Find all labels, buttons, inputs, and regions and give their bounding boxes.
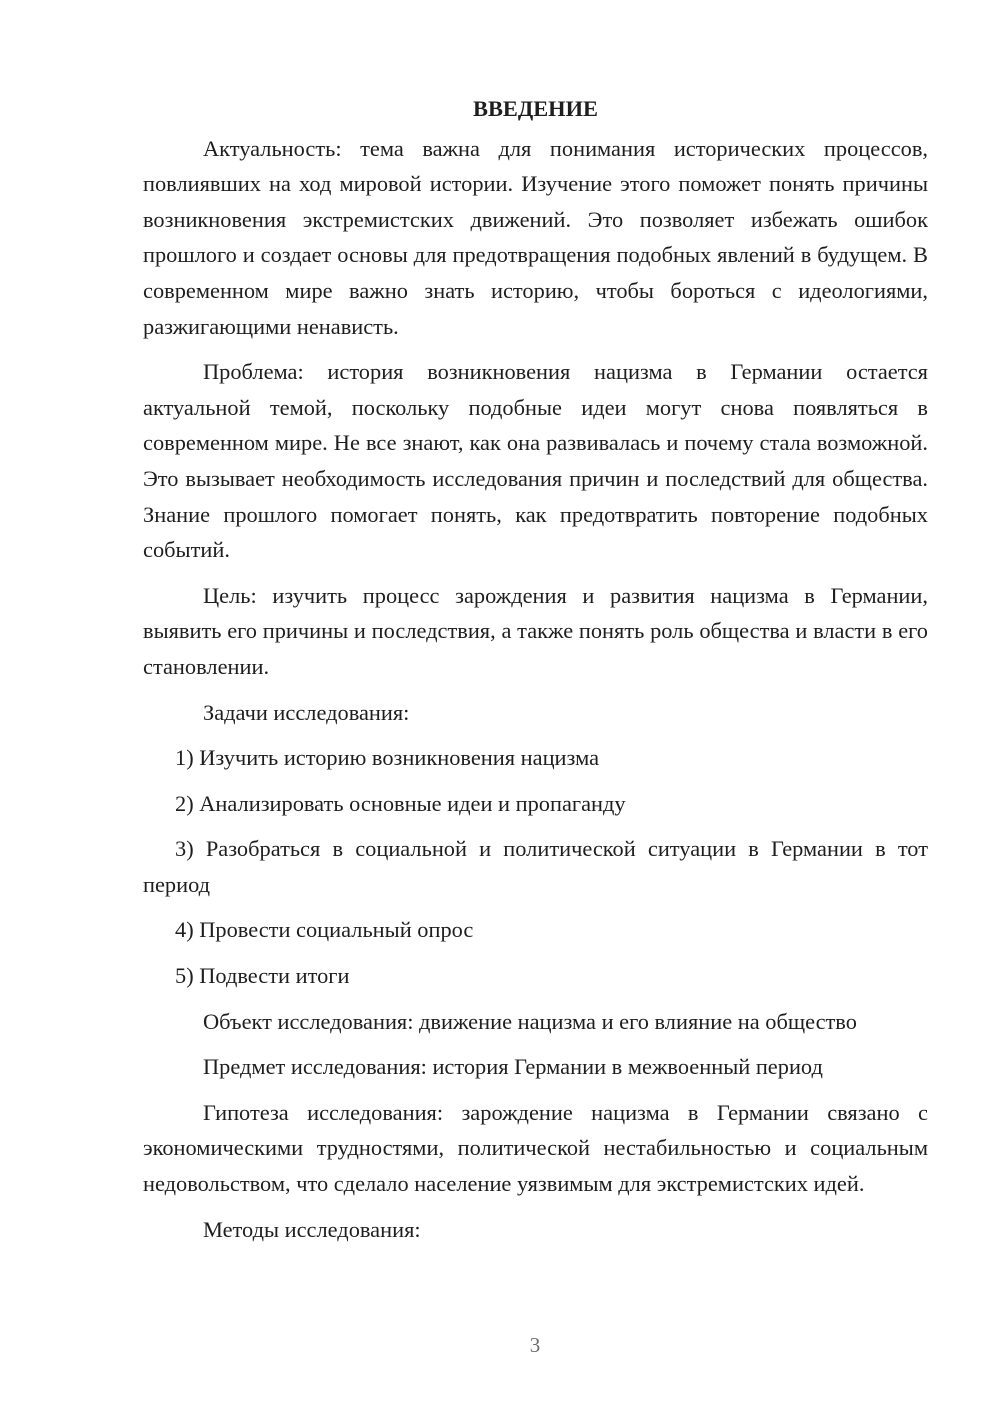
goal-paragraph: Цель: изучить процесс зарождения и развития нацизма в Германии, выявить его причины и последствия, а также понять роль общества и власти в его становлении. — [143, 582, 928, 679]
problem-paragraph: Проблема: история возникновения нацизма в Германии остается актуальной темой, поскольку подобные идеи могут снова появляться в современном мире. Не все знают, как она развивалась и почему стала возможной. Это вызывает необходимость исследования причин и последствий для общества. Знание прошлого помогает понять, как предотвратить повторение подобных событий. — [143, 359, 928, 563]
methods-heading: Методы исследования: — [203, 1216, 421, 1242]
page-content — [143, 91, 928, 1257]
task-item-3: 3) Разобраться в социальной и политической ситуации в Германии в тот период — [143, 836, 928, 897]
task-item-2: 2) Анализировать основные идеи и пропаганду — [175, 790, 626, 816]
relevance-paragraph: Актуальность: тема важна для понимания исторических процессов, повлиявших на ход мировой истории. Изучение этого поможет понять причины возникновения экстремистских движений. Это позволяет избежать ошибок прошлого и создает основы для предотвращения подобных явлений в будущем. В современном мире важно знать историю, чтобы бороться с идеологиями, разжигающими ненависть. — [143, 135, 928, 339]
task-item-5: 5) Подвести итоги — [175, 963, 350, 989]
section-title: ВВЕДЕНИЕ — [473, 96, 598, 121]
page-number: 3 — [529, 1333, 541, 1357]
task-item-1: 1) Изучить историю возникновения нацизма — [175, 745, 600, 771]
research-object: Объект исследования: движение нацизма и его влияние на общество — [203, 1008, 857, 1034]
hypothesis-paragraph: Гипотеза исследования: зарождение нацизма в Германии связано с экономическими трудностями, политической нестабильностью и социальным недовольством, что сделало население уязвимым для экстремистских идей. — [143, 1099, 928, 1197]
task-item-4: 4) Провести социальный опрос — [175, 917, 474, 943]
tasks-heading: Задачи исследования: — [203, 699, 410, 725]
research-subject: Предмет исследования: история Германии в межвоенный период — [203, 1054, 823, 1080]
